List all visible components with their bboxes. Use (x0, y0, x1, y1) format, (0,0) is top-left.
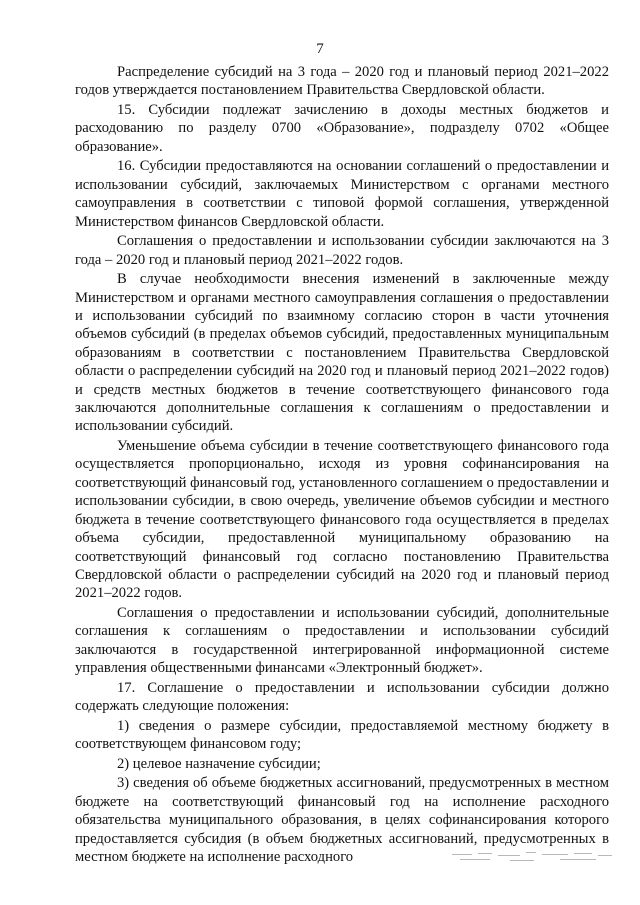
paragraph-electronic-budget: Соглашения о предоставлении и использовании субсидий, дополнительные соглашения к соглашениям о предоставлении и использовании субсидий заключаются в государственной интегрированной информационной системе управления общественными финансами «Электронный бюджет». (75, 604, 609, 677)
paragraph-subsidy-distribution: Распределение субсидий на 3 года – 2020 год и плановый период 2021–2022 годов утверждается постановлением Правительства Свердловской области. (75, 64, 609, 99)
scan-noise-mark (450, 842, 615, 864)
paragraph-agreement-term: Соглашения о предоставлении и использовании субсидии заключаются на 3 года – 2020 год и плановый период 2021–2022 годов. (75, 233, 609, 268)
list-item-2: 2) целевое назначение субсидии; (117, 755, 321, 772)
paragraph-item-17: 17. Соглашение о предоставлении и использовании субсидии должно содержать следующие положения: (75, 679, 609, 715)
list-item-3: 3) сведения об объеме бюджетных ассигнований, предусмотренных в местном бюджете на соответствующий финансовый год на исполнение расходного обязательства муниципального образования, в целях софинансирования которого предоставляется субсидия (в объем бюджетных ассигнований, предусмотренных в местном бюджете на исполнение расходного (75, 775, 609, 865)
paragraph-subsidy-reduction: Уменьшение объема субсидии в течение соответствующего финансового года осуществляется пропорционально, исходя из уровня софинансирования на соответствующий финансовый год, установленного соглашением о предоставлении и использовании субсидии, в свою очередь, увеличение объемов субсидии и местного бюджета в течение соответствующего финансового года осуществляется в пределах объема субсидии, предоставленной муниципальному образованию на соответствующий финансовый год согласно постановлению Правительства Свердловской области о распределении субсидий на 2020 год и плановый период 2021–2022 годов. (75, 438, 609, 602)
document-body (75, 63, 609, 868)
page-number: 7 (316, 41, 324, 57)
paragraph-item-16: 16. Субсидии предоставляются на основании соглашений о предоставлении и использовании субсидий, заключаемых Министерством с органами местного самоуправления в соответствии с типовой формой соглашения, утвержденной Министерством финансов Свердловской области. (75, 158, 609, 230)
paragraph-agreement-changes: В случае необходимости внесения изменений в заключенные между Министерством и органами местного самоуправления соглашения о предоставлении и использовании субсидий по взаимному согласию сторон в части уточнения объемов субсидий (в пределах объемов субсидий, предоставленных муниципальным образованиям в соответствии с постановлением Правительства Свердловской области о распределении субсидий на 2020 год и плановый период 2021–2022 годов) и средств местных бюджетов в течение соответствующего финансового года заключаются дополнительные соглашения к соглашениям о предоставлении и использовании субсидий. (75, 271, 609, 435)
list-item-1: 1) сведения о размере субсидии, предоставляемой местному бюджету в соответствующем финансовом году; (75, 717, 609, 753)
paragraph-item-15: 15. Субсидии подлежат зачислению в доходы местных бюджетов и расходованию по разделу 0700 «Образование», подразделу 0702 «Общее образование». (75, 102, 609, 155)
